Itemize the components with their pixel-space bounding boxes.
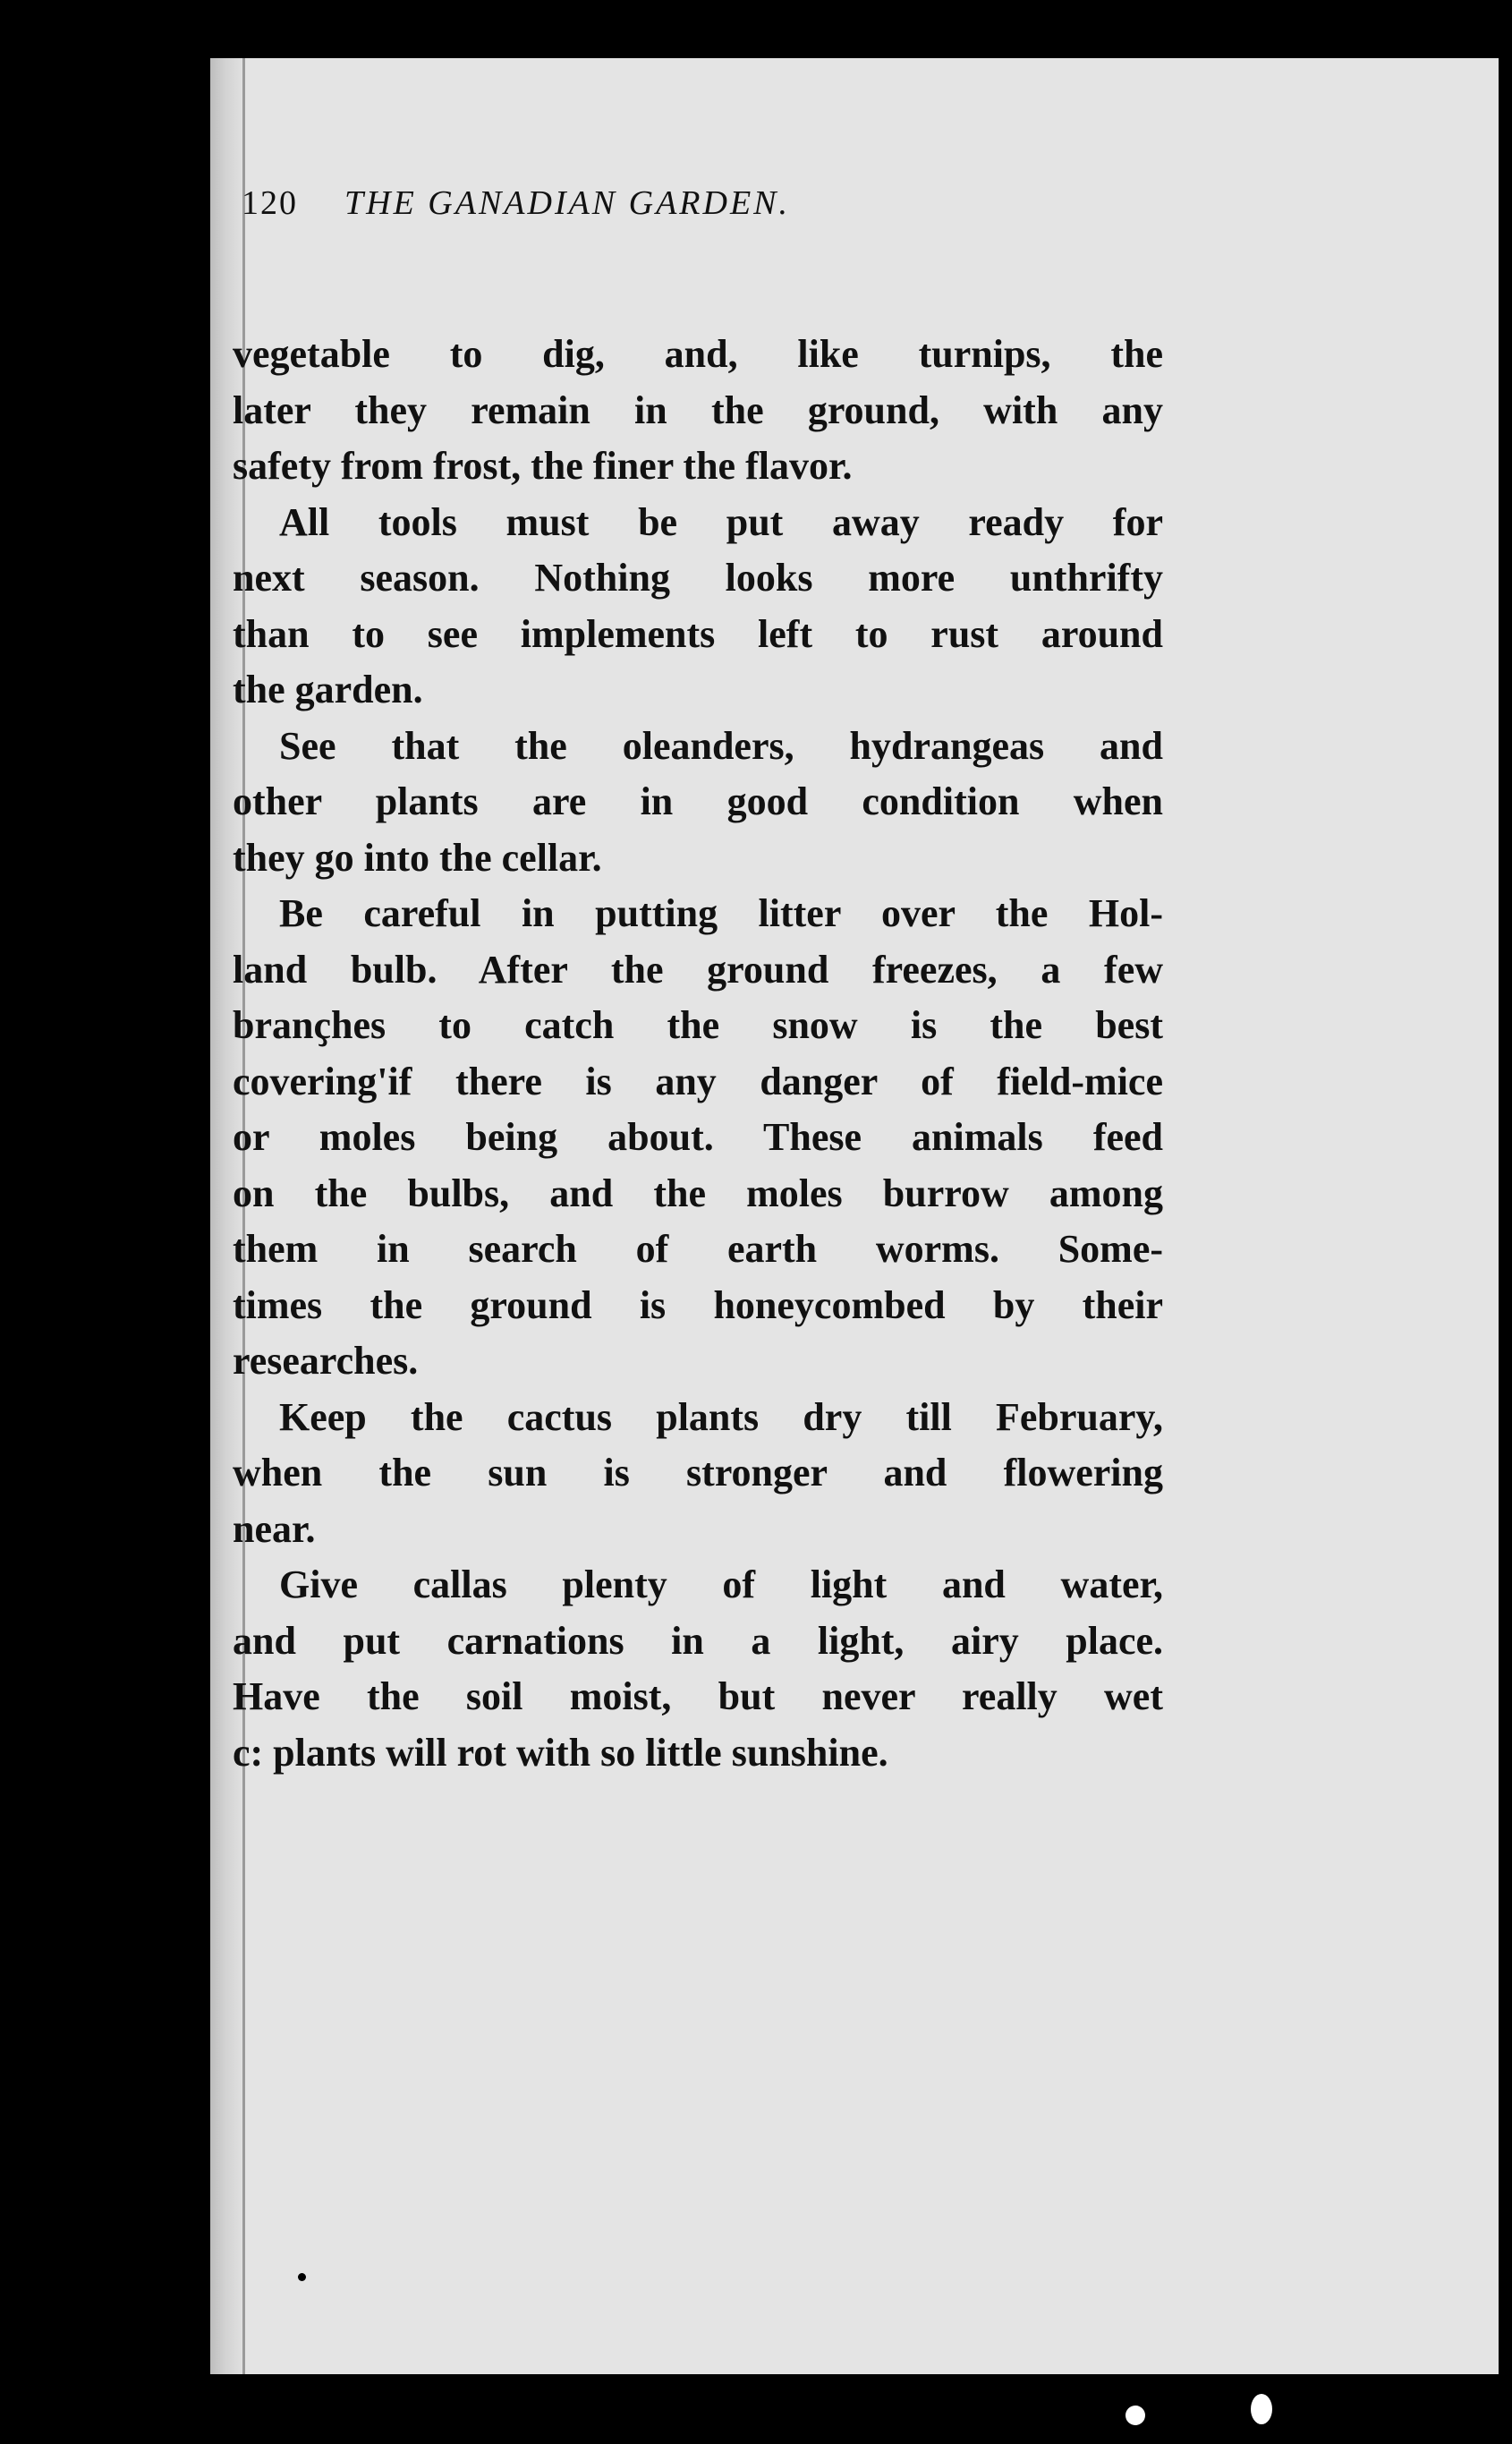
text-line: and put carnations in a light, airy place. [233, 1618, 1163, 1663]
running-title: THE GANADIAN GARDEN. [344, 184, 791, 222]
text-line: Keep the cactus plants dry till February, [279, 1394, 1163, 1439]
scan-speck [1251, 2394, 1272, 2424]
scan-speck [32, 595, 38, 600]
scan-speck [1126, 2406, 1145, 2425]
text-line: near. [233, 1506, 316, 1551]
text-line: covering'if there is any danger of field-mice [233, 1059, 1163, 1103]
scan-speck [43, 2042, 50, 2049]
body-text [233, 327, 1163, 1781]
text-line: times the ground is honeycombed by their [233, 1282, 1163, 1327]
text-line: when the sun is stronger and flowering [233, 1451, 1163, 1495]
text-line: All tools must be put away ready for [279, 499, 1163, 544]
running-head [242, 183, 1244, 237]
text-line: on the bulbs, and the moles burrow among [233, 1171, 1163, 1215]
text-line: Be careful in putting litter over the Hol- [279, 891, 1163, 935]
page-number: 120 [242, 184, 298, 222]
text-line: vegetable to dig, and, like turnips, the [233, 332, 1163, 376]
text-line: researches. [233, 1339, 419, 1383]
text-line: the garden. [233, 668, 423, 711]
text-line: other plants are in good condition when [233, 779, 1163, 823]
text-line: safety from frost, the finer the flavor. [233, 444, 853, 488]
text-line: Have the soil moist, but never really wet [233, 1674, 1163, 1718]
text-line: land bulb. After the ground freezes, a few [233, 947, 1163, 992]
text-line: or moles being about. These animals feed [233, 1115, 1163, 1159]
text-line: Give callas plenty of light and water, [279, 1563, 1163, 1606]
text-line: they go into the cellar. [233, 835, 602, 880]
text-line: c: plants will rot with so little sunshine. [233, 1730, 888, 1775]
text-line: them in search of earth worms. Some- [233, 1227, 1163, 1271]
text-line: See that the oleanders, hydrangeas and [279, 723, 1163, 768]
text-line: branҫhes to catch the snow is the best [233, 1003, 1163, 1047]
scan-speck [298, 2273, 306, 2281]
text-line: than to see implements left to rust around [233, 611, 1163, 656]
text-line: later they remain in the ground, with any [233, 387, 1163, 432]
text-line: next season. Nothing looks more unthrifty [233, 556, 1163, 600]
